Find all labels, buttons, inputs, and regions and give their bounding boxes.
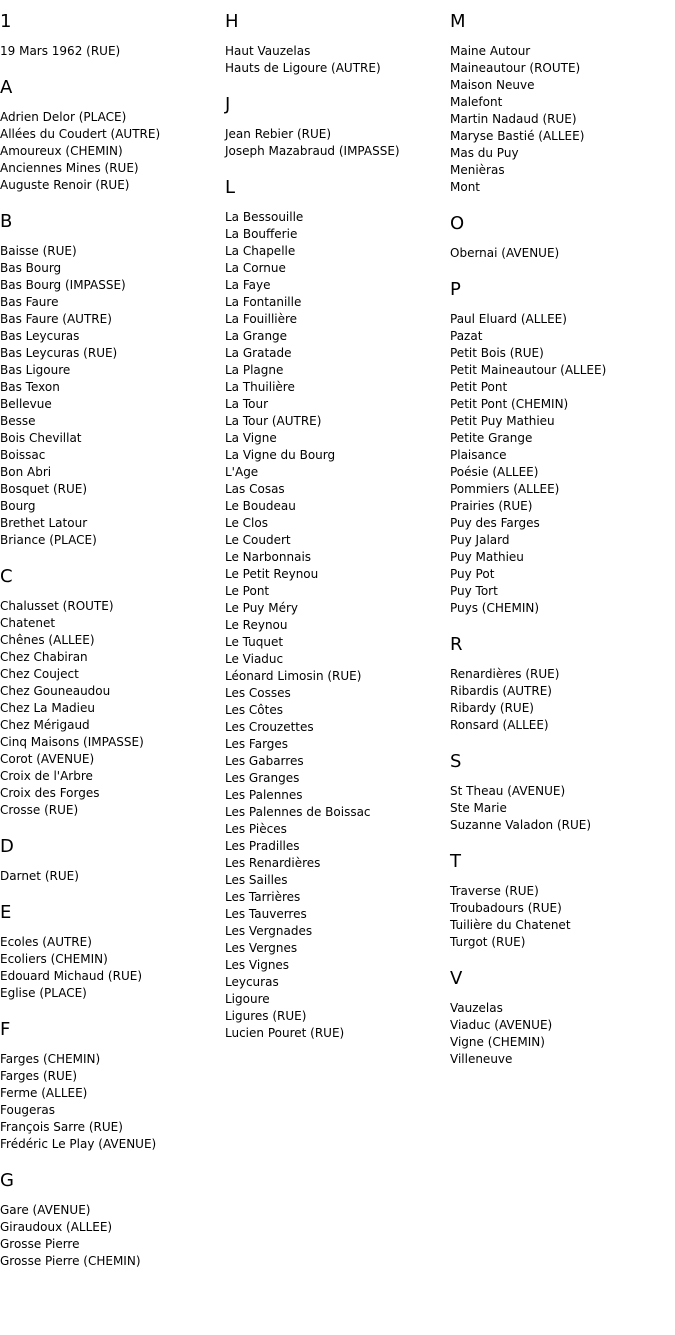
street-link[interactable]: Léonard Limosin (RUE) xyxy=(225,669,362,683)
street-link[interactable]: Viaduc (AVENUE) xyxy=(450,1018,553,1032)
street-link[interactable]: Obernai (AVENUE) xyxy=(450,246,560,260)
section-letter-heading: O xyxy=(450,213,465,234)
street-link[interactable]: Petit Maineautour (ALLEE) xyxy=(450,363,607,377)
street-list xyxy=(0,934,225,1002)
street-link[interactable]: Puys (CHEMIN) xyxy=(450,601,540,615)
street-link[interactable]: Adrien Delor (PLACE) xyxy=(0,110,127,124)
street-link[interactable]: La Vigne xyxy=(225,431,277,445)
section-letter-heading: 1 xyxy=(0,11,12,32)
street-link[interactable]: Bourg xyxy=(0,499,36,513)
street-link[interactable]: Chênes (ALLEE) xyxy=(0,633,95,647)
street-list xyxy=(0,868,225,885)
street-link[interactable]: Petit Puy Mathieu xyxy=(450,414,555,428)
street-link[interactable]: Darnet (RUE) xyxy=(0,869,79,883)
street-link[interactable]: La Bessouille xyxy=(225,210,304,224)
street-link[interactable]: Bas Bourg xyxy=(0,261,62,275)
street-link[interactable]: Le Narbonnais xyxy=(225,550,312,564)
street-link[interactable]: Grosse Pierre (CHEMIN) xyxy=(0,1254,141,1268)
street-link[interactable]: Joseph Mazabraud (IMPASSE) xyxy=(225,144,400,158)
street-link[interactable]: Corot (AVENUE) xyxy=(0,752,95,766)
street-link[interactable]: La Grange xyxy=(225,329,288,343)
street-link[interactable]: Suzanne Valadon (RUE) xyxy=(450,818,592,832)
letter-section xyxy=(450,750,675,834)
street-link[interactable]: Giraudoux (ALLEE) xyxy=(0,1220,113,1234)
street-list xyxy=(450,883,675,951)
street-link[interactable]: Puy Jalard xyxy=(450,533,510,547)
street-link[interactable]: Anciennes Mines (RUE) xyxy=(0,161,139,175)
section-letter-heading: F xyxy=(0,1019,11,1040)
street-link[interactable]: La Boufferie xyxy=(225,227,298,241)
street-link[interactable]: Petite Grange xyxy=(450,431,533,445)
section-letter-heading: P xyxy=(450,279,461,300)
street-link[interactable]: Puy des Farges xyxy=(450,516,540,530)
street-link[interactable]: Edouard Michaud (RUE) xyxy=(0,969,143,983)
street-link[interactable]: Chez Chabiran xyxy=(0,650,88,664)
street-link[interactable]: Frédéric Le Play (AVENUE) xyxy=(0,1137,157,1151)
street-list xyxy=(450,666,675,734)
street-link[interactable]: Renardières (RUE) xyxy=(450,667,560,681)
street-link[interactable]: Les Renardières xyxy=(225,856,321,870)
street-link[interactable]: Ribardis (AUTRE) xyxy=(450,684,552,698)
street-link[interactable]: Petit Pont xyxy=(450,380,508,394)
letter-section xyxy=(225,176,450,1042)
letter-section xyxy=(0,10,225,60)
letter-section xyxy=(0,835,225,885)
street-link[interactable]: Le Boudeau xyxy=(225,499,296,513)
letter-section xyxy=(0,1169,225,1270)
street-link[interactable]: Bas Leycuras xyxy=(0,329,80,343)
street-link[interactable]: Ecoles (AUTRE) xyxy=(0,935,92,949)
street-link[interactable]: Ferme (ALLEE) xyxy=(0,1086,88,1100)
street-link[interactable]: Malefont xyxy=(450,95,503,109)
street-link[interactable]: La Faye xyxy=(225,278,271,292)
street-link[interactable]: Le Clos xyxy=(225,516,268,530)
street-link[interactable]: Poésie (ALLEE) xyxy=(450,465,539,479)
letter-section xyxy=(0,210,225,549)
street-link[interactable]: Bellevue xyxy=(0,397,52,411)
street-link[interactable]: Puy Pot xyxy=(450,567,495,581)
street-link[interactable]: Bois Chevillat xyxy=(0,431,82,445)
section-letter-heading: E xyxy=(0,902,12,923)
street-link[interactable]: Ligures (RUE) xyxy=(225,1009,307,1023)
section-letter-heading: S xyxy=(450,751,462,772)
street-link[interactable]: Les Palennes de Boissac xyxy=(225,805,371,819)
street-list xyxy=(450,311,675,617)
street-link[interactable]: Croix des Forges xyxy=(0,786,100,800)
street-link[interactable]: La Gratade xyxy=(225,346,292,360)
street-link[interactable]: Farges (RUE) xyxy=(0,1069,78,1083)
street-link[interactable]: Mont xyxy=(450,180,481,194)
street-link[interactable]: Leycuras xyxy=(225,975,279,989)
street-link[interactable]: Menièras xyxy=(450,163,505,177)
street-link[interactable]: La Fontanille xyxy=(225,295,302,309)
street-link[interactable]: Chez Gouneaudou xyxy=(0,684,111,698)
street-link[interactable]: Le Tuquet xyxy=(225,635,284,649)
street-link[interactable]: Bas Ligoure xyxy=(0,363,71,377)
street-link[interactable]: Les Vergnes xyxy=(225,941,298,955)
letter-section xyxy=(225,10,450,77)
letter-section xyxy=(450,633,675,734)
street-link[interactable]: Tuilière du Chatenet xyxy=(450,918,571,932)
street-link[interactable]: Les Vignes xyxy=(225,958,290,972)
street-link[interactable]: Cinq Maisons (IMPASSE) xyxy=(0,735,144,749)
street-link[interactable]: Jean Rebier (RUE) xyxy=(225,127,332,141)
section-letter-heading: A xyxy=(0,77,13,98)
letter-section xyxy=(0,76,225,194)
street-link[interactable]: Puy Mathieu xyxy=(450,550,524,564)
street-link[interactable]: Bas Texon xyxy=(0,380,60,394)
letter-section xyxy=(450,967,675,1068)
street-link[interactable]: La Tour xyxy=(225,397,269,411)
street-link[interactable]: Maineautour (ROUTE) xyxy=(450,61,581,75)
street-link[interactable]: Les Palennes xyxy=(225,788,303,802)
street-link[interactable]: Les Farges xyxy=(225,737,289,751)
street-link[interactable]: Prairies (RUE) xyxy=(450,499,533,513)
street-link[interactable]: Chatenet xyxy=(0,616,56,630)
street-link[interactable]: Le Petit Reynou xyxy=(225,567,319,581)
street-link[interactable]: Le Puy Méry xyxy=(225,601,298,615)
street-list xyxy=(225,126,450,160)
street-link[interactable]: Les Vergnades xyxy=(225,924,313,938)
street-link[interactable]: La Chapelle xyxy=(225,244,296,258)
street-link[interactable]: Lucien Pouret (RUE) xyxy=(225,1026,345,1040)
street-link[interactable]: La Thuilière xyxy=(225,380,295,394)
street-link[interactable]: Bon Abri xyxy=(0,465,52,479)
street-index-column-3 xyxy=(450,0,675,1068)
section-letter-heading: B xyxy=(0,211,13,232)
street-link[interactable]: Croix de l'Arbre xyxy=(0,769,93,783)
street-link[interactable]: Chez La Madieu xyxy=(0,701,95,715)
section-letter-heading: H xyxy=(225,11,239,32)
street-link[interactable]: Pazat xyxy=(450,329,483,343)
street-index-column-1 xyxy=(0,0,225,1270)
street-link[interactable]: Les Tauverres xyxy=(225,907,307,921)
street-link[interactable]: Le Reynou xyxy=(225,618,288,632)
letter-section xyxy=(0,901,225,1002)
street-link[interactable]: La Cornue xyxy=(225,261,286,275)
street-link[interactable]: Les Tarrières xyxy=(225,890,301,904)
street-link[interactable]: Les Sailles xyxy=(225,873,288,887)
street-link[interactable]: L'Age xyxy=(225,465,259,479)
section-letter-heading: V xyxy=(450,968,463,989)
street-link[interactable]: Les Pradilles xyxy=(225,839,300,853)
street-list xyxy=(0,243,225,549)
street-link[interactable]: Petit Pont (CHEMIN) xyxy=(450,397,569,411)
street-link[interactable]: Boissac xyxy=(0,448,46,462)
street-link[interactable]: Chez Couject xyxy=(0,667,79,681)
street-link[interactable]: Traverse (RUE) xyxy=(450,884,539,898)
section-letter-heading: T xyxy=(450,851,461,872)
street-link[interactable]: Grosse Pierre xyxy=(0,1237,80,1251)
street-link[interactable]: Amoureux (CHEMIN) xyxy=(0,144,123,158)
street-link[interactable]: Briance (PLACE) xyxy=(0,533,97,547)
street-link[interactable]: Farges (CHEMIN) xyxy=(0,1052,101,1066)
street-list xyxy=(0,109,225,194)
letter-section xyxy=(450,212,675,262)
street-list xyxy=(0,1051,225,1153)
street-link[interactable]: Les Crouzettes xyxy=(225,720,314,734)
street-link[interactable]: 19 Mars 1962 (RUE) xyxy=(0,44,121,58)
street-link[interactable]: Pommiers (ALLEE) xyxy=(450,482,560,496)
section-letter-heading: D xyxy=(0,836,14,857)
section-letter-heading: G xyxy=(0,1170,14,1191)
street-link[interactable]: Chalusset (ROUTE) xyxy=(0,599,114,613)
street-link[interactable]: Mas du Puy xyxy=(450,146,519,160)
street-link[interactable]: Ecoliers (CHEMIN) xyxy=(0,952,108,966)
street-link[interactable]: Haut Vauzelas xyxy=(225,44,311,58)
street-link[interactable]: Chez Mérigaud xyxy=(0,718,90,732)
street-link[interactable]: Le Viaduc xyxy=(225,652,284,666)
street-link[interactable]: Bas Faure xyxy=(0,295,59,309)
street-link[interactable]: Ste Marie xyxy=(450,801,507,815)
street-list xyxy=(450,43,675,196)
street-link[interactable]: Les Granges xyxy=(225,771,300,785)
street-link[interactable]: Puy Tort xyxy=(450,584,498,598)
street-link[interactable]: Bas Leycuras (RUE) xyxy=(0,346,118,360)
letter-section xyxy=(0,565,225,819)
street-link[interactable]: Les Cosses xyxy=(225,686,291,700)
street-link[interactable]: Les Côtes xyxy=(225,703,283,717)
street-link[interactable]: Gare (AVENUE) xyxy=(0,1203,91,1217)
street-link[interactable]: Maryse Bastié (ALLEE) xyxy=(450,129,585,143)
section-letter-heading: M xyxy=(450,11,466,32)
street-link[interactable]: Le Coudert xyxy=(225,533,291,547)
street-link[interactable]: Ribardy (RUE) xyxy=(450,701,534,715)
section-letter-heading: R xyxy=(450,634,463,655)
street-link[interactable]: Ligoure xyxy=(225,992,270,1006)
street-link[interactable]: Villeneuve xyxy=(450,1052,513,1066)
street-link[interactable]: St Theau (AVENUE) xyxy=(450,784,566,798)
street-link[interactable]: Brethet Latour xyxy=(0,516,88,530)
street-link[interactable]: Bas Bourg (IMPASSE) xyxy=(0,278,126,292)
street-link[interactable]: Besse xyxy=(0,414,36,428)
street-link[interactable]: Le Pont xyxy=(225,584,270,598)
street-link[interactable]: Bas Faure (AUTRE) xyxy=(0,312,112,326)
street-link[interactable]: Las Cosas xyxy=(225,482,285,496)
street-link[interactable]: Petit Bois (RUE) xyxy=(450,346,544,360)
letter-section xyxy=(0,1018,225,1153)
section-letter-heading: J xyxy=(225,94,231,115)
street-list xyxy=(450,1000,675,1068)
street-link[interactable]: Auguste Renoir (RUE) xyxy=(0,178,130,192)
street-link[interactable]: Maine Autour xyxy=(450,44,531,58)
street-link[interactable]: Vauzelas xyxy=(450,1001,503,1015)
street-link[interactable]: Martin Nadaud (RUE) xyxy=(450,112,577,126)
street-link[interactable]: Hauts de Ligoure (AUTRE) xyxy=(225,61,381,75)
street-list xyxy=(450,245,675,262)
street-link[interactable]: Les Gabarres xyxy=(225,754,304,768)
street-link[interactable]: François Sarre (RUE) xyxy=(0,1120,123,1134)
street-link[interactable]: La Vigne du Bourg xyxy=(225,448,336,462)
street-list xyxy=(0,598,225,819)
street-link[interactable]: La Fouillière xyxy=(225,312,298,326)
street-index-column-2 xyxy=(225,0,450,1042)
street-link[interactable]: Paul Eluard (ALLEE) xyxy=(450,312,567,326)
street-link[interactable]: Plaisance xyxy=(450,448,507,462)
street-link[interactable]: Allées du Coudert (AUTRE) xyxy=(0,127,161,141)
street-link[interactable]: Maison Neuve xyxy=(450,78,535,92)
street-list xyxy=(225,43,450,77)
letter-section xyxy=(225,93,450,160)
street-link[interactable]: Crosse (RUE) xyxy=(0,803,79,817)
street-link[interactable]: Baisse (RUE) xyxy=(0,244,77,258)
street-list xyxy=(450,783,675,834)
street-link[interactable]: Troubadours (RUE) xyxy=(450,901,562,915)
letter-section xyxy=(450,850,675,951)
street-list xyxy=(0,43,225,60)
street-link[interactable]: Fougeras xyxy=(0,1103,55,1117)
street-link[interactable]: Ronsard (ALLEE) xyxy=(450,718,549,732)
street-list xyxy=(0,1202,225,1270)
letter-section xyxy=(450,10,675,196)
letter-section xyxy=(450,278,675,617)
section-letter-heading: L xyxy=(225,177,236,198)
street-link[interactable]: Bosquet (RUE) xyxy=(0,482,88,496)
street-link[interactable]: La Tour (AUTRE) xyxy=(225,414,322,428)
section-letter-heading: C xyxy=(0,566,13,587)
street-link[interactable]: Vigne (CHEMIN) xyxy=(450,1035,545,1049)
street-link[interactable]: La Plagne xyxy=(225,363,284,377)
street-list xyxy=(225,209,450,1042)
street-link[interactable]: Les Pièces xyxy=(225,822,287,836)
street-link[interactable]: Turgot (RUE) xyxy=(450,935,526,949)
street-link[interactable]: Eglise (PLACE) xyxy=(0,986,87,1000)
